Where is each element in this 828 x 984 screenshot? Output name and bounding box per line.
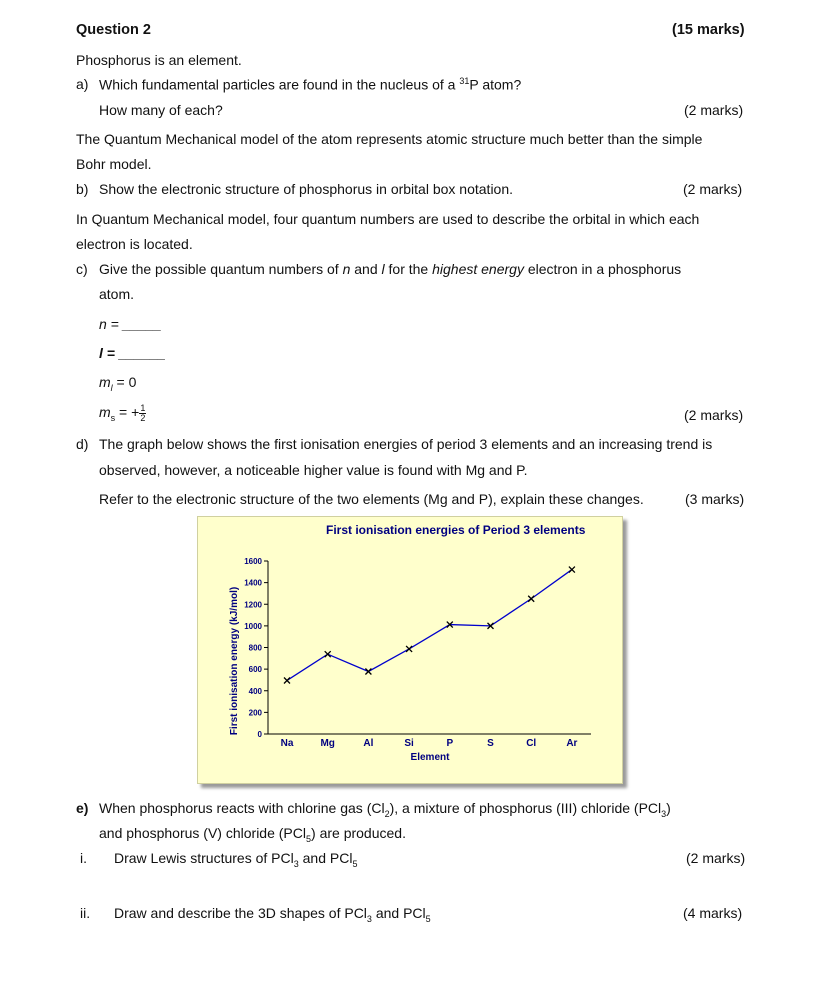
ms-value: $m_s$ = + $\frac{1}{2}$: [99, 403, 146, 423]
part-b-marks: (2 marks): [683, 181, 743, 197]
paragraph-quantum-model-2: Bohr model.: [76, 156, 152, 172]
part-e-label: e): [76, 800, 89, 816]
x-tick-label: Na: [280, 738, 294, 749]
question-title: Question 2: [76, 22, 151, 38]
chart-title: First ionisation energies of Period 3 elements: [326, 523, 586, 537]
chart-x-axis-label: Element: [410, 752, 450, 763]
part-e-i-marks: (2 marks): [686, 850, 746, 866]
part-d-label: d): [76, 436, 89, 452]
paragraph-quantum-model-1: The Quantum Mechanical model of the atom represents atomic structure much better than the simple: [76, 131, 703, 147]
ml-value: $m_l = 0$: [99, 374, 137, 393]
n-answer-line: n = _____: [99, 316, 162, 332]
part-b-question: Show the electronic structure of phosphorus in orbital box notation.: [99, 181, 514, 197]
y-tick-label: 1200: [244, 600, 262, 610]
chart-svg: [198, 517, 622, 783]
y-tick-label: 1400: [244, 578, 262, 588]
data-point-marker: [365, 669, 371, 675]
part-c-label: c): [76, 261, 88, 277]
part-a-question: Which fundamental particles are found in the nucleus of a $^{31}$P atom?: [99, 76, 522, 93]
part-c-question: Give the possible quantum numbers of n and l for the highest energy electron in a phosphorus: [99, 261, 682, 277]
part-d-marks: (3 marks): [685, 491, 745, 507]
y-tick-label: 600: [248, 665, 262, 675]
part-e-line2: and phosphorus (V) chloride (PCl$_5$) are produced.: [99, 825, 406, 844]
part-e-i-question: Draw Lewis structures of PCl$_3$ and PCl$_5$: [114, 850, 358, 869]
part-b-label: b): [76, 181, 89, 197]
part-a-line2: How many of each?: [99, 102, 223, 118]
x-tick-label: Al: [363, 738, 374, 749]
intro-text: Phosphorus is an element.: [76, 52, 242, 68]
y-tick-label: 800: [248, 643, 262, 653]
y-tick-label: 1600: [244, 557, 262, 566]
data-point-marker: [284, 677, 290, 683]
part-e-line1: When phosphorus reacts with chlorine gas $(Cl_2)$, a mixture of phosphorus (III) chloride (PCl$_3$): [99, 800, 671, 819]
data-point-marker: [325, 651, 331, 657]
y-tick-label: 0: [257, 730, 262, 739]
part-d-line3: Refer to the electronic structure of the two elements (Mg and P), explain these changes.: [99, 491, 644, 507]
part-c-line2: atom.: [99, 286, 135, 302]
part-d-line2: observed, however, a noticeable higher value is found with Mg and P.: [99, 462, 528, 478]
part-a-label: a): [76, 76, 89, 92]
y-tick-label: 400: [248, 686, 262, 696]
total-marks: (15 marks): [672, 22, 745, 38]
l-answer-line: l = ______: [99, 345, 166, 361]
paragraph-quantum-numbers-2: electron is located.: [76, 236, 193, 252]
data-point-marker: [528, 596, 534, 602]
part-d-line1: The graph below shows the first ionisation energies of period 3 elements and an increasing trend is: [99, 436, 713, 452]
chart-y-axis-label: First ionisation energy (kJ/mol): [229, 586, 240, 736]
x-tick-label: Ar: [566, 738, 578, 749]
x-tick-label: P: [446, 738, 454, 749]
x-tick-label: S: [487, 738, 494, 749]
x-tick-label: Mg: [320, 738, 335, 749]
data-series-line: [287, 570, 572, 681]
part-a-marks: (2 marks): [684, 102, 744, 118]
part-e-ii-marks: (4 marks): [683, 905, 743, 921]
part-e-i-label: i.: [80, 850, 87, 866]
y-tick-label: 1000: [244, 621, 262, 631]
data-point-marker: [406, 646, 412, 652]
part-e-ii-question: Draw and describe the 3D shapes of PCl$_3$ and PCl$_5$: [114, 905, 431, 924]
y-tick-label: 200: [248, 708, 262, 718]
isotope-mass-number: 31: [459, 76, 470, 86]
data-point-marker: [569, 567, 575, 573]
x-tick-label: Si: [404, 738, 414, 749]
part-c-marks: (2 marks): [684, 407, 744, 423]
paragraph-quantum-numbers-1: In Quantum Mechanical model, four quantum numbers are used to describe the orbital in which each: [76, 211, 700, 227]
part-e-ii-label: ii.: [80, 905, 91, 921]
x-tick-label: Cl: [526, 738, 537, 749]
ionisation-energy-chart: [197, 516, 623, 784]
